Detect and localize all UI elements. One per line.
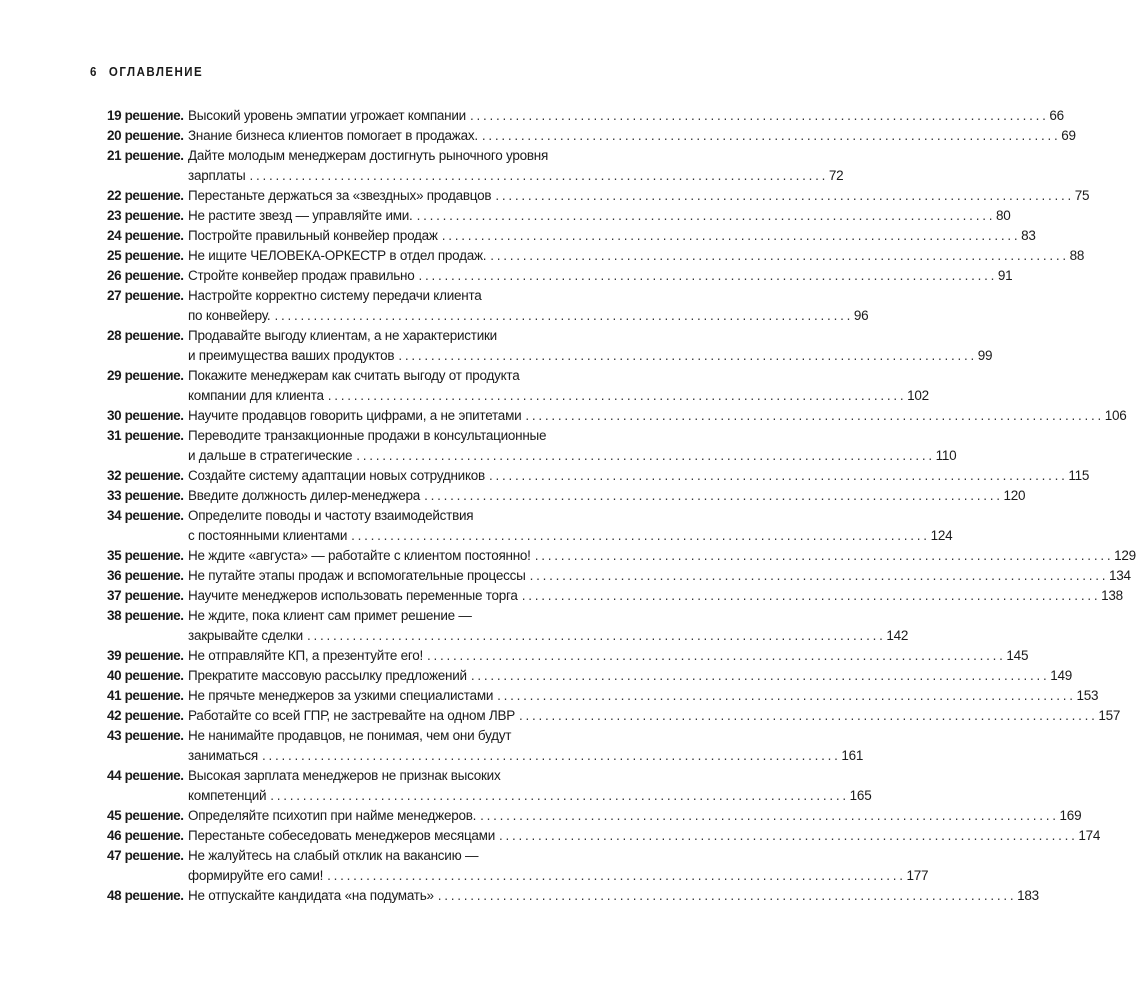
toc-entry-number: 31 решение.	[107, 428, 184, 443]
toc-entry[interactable]	[107, 186, 1090, 206]
toc-entry-title-line: Не путайте этапы продаж и вспомогательные процессы	[188, 568, 526, 583]
toc-entry-title	[188, 846, 928, 886]
dot-leader	[530, 566, 1105, 586]
dot-leader	[307, 626, 882, 646]
page-number: 6	[90, 65, 98, 79]
toc-entry-title-line: Дайте молодым менеджерам достигнуть рыночного уровня	[188, 148, 549, 163]
toc-entry-page: 129	[1114, 548, 1136, 563]
toc-entry[interactable]	[107, 246, 1085, 266]
toc-entry-number: 27 решение.	[107, 288, 184, 303]
toc-entry-title	[188, 366, 929, 406]
toc-entry-title	[188, 546, 1136, 566]
dot-leader	[262, 746, 837, 766]
toc-entry-page: 157	[1098, 708, 1121, 723]
toc-entry-page: 106	[1104, 408, 1127, 423]
toc-entry[interactable]	[107, 826, 1101, 846]
toc-entry-number: 25 решение.	[107, 248, 184, 263]
toc-entry-title	[188, 766, 871, 806]
dot-leader	[442, 226, 1017, 246]
dot-leader	[499, 826, 1074, 846]
toc-entry-page: 80	[995, 208, 1011, 223]
toc-entry-number: 21 решение.	[107, 148, 184, 163]
toc-entry-title-line: Работайте со всей ГПР, не застревайте на одном ЛВР	[188, 708, 515, 723]
toc-entry-title-line: Продавайте выгоду клиентам, а не характеристики	[188, 328, 497, 343]
toc-entry-title-line: Введите должность дилер-менеджера	[188, 488, 421, 503]
toc-entry-title	[188, 506, 952, 546]
toc-entry[interactable]	[107, 646, 1029, 666]
toc-entry[interactable]	[107, 706, 1121, 726]
toc-entry[interactable]	[107, 126, 1076, 146]
dot-leader	[470, 106, 1045, 126]
toc-entry-number: 41 решение.	[107, 688, 184, 703]
toc-entry-page: 102	[907, 388, 929, 403]
toc-entry-number: 39 решение.	[107, 648, 184, 663]
toc-entry-page: 96	[853, 308, 869, 323]
toc-entry-page: 183	[1017, 888, 1039, 903]
dot-leader	[270, 786, 845, 806]
toc-entry-page: 91	[997, 268, 1013, 283]
toc-entry-title-line: формируйте его сами!	[188, 868, 324, 883]
toc-entry-title-line: Создайте систему адаптации новых сотрудников	[188, 468, 485, 483]
toc-entry-title-line: Не отправляйте КП, а презентуйте его!	[188, 648, 424, 663]
toc-entry-number: 30 решение.	[107, 408, 184, 423]
toc-entry[interactable]	[107, 406, 1127, 426]
toc-entry-title	[188, 666, 1072, 686]
dot-leader	[417, 206, 992, 226]
toc-entry-title	[188, 586, 1123, 606]
toc-entry-page: 75	[1074, 188, 1090, 203]
toc-entry[interactable]	[107, 546, 1136, 566]
toc-entry-title-line: Научите менеджеров использовать переменные торга	[188, 588, 518, 603]
toc-entry-page: 145	[1006, 648, 1029, 663]
toc-entry-page: 161	[841, 748, 864, 763]
toc-entry-page: 142	[886, 628, 909, 643]
toc-entry-number: 20 решение.	[107, 128, 184, 143]
dot-leader	[250, 166, 825, 186]
dot-leader	[535, 546, 1110, 566]
toc-entry-page: 153	[1076, 688, 1099, 703]
toc-entry-title-line: Высокий уровень эмпатии угрожает компании	[188, 108, 466, 123]
dot-leader	[471, 666, 1046, 686]
toc-entry-title-line: Перестаньте держаться за «звездных» продавцов	[188, 188, 492, 203]
toc-entry[interactable]	[107, 666, 1073, 686]
dot-leader	[522, 586, 1097, 606]
toc-entry[interactable]	[107, 726, 864, 766]
toc-entry[interactable]	[107, 266, 1013, 286]
toc-entry-number: 32 решение.	[107, 468, 184, 483]
toc-entry-number: 36 решение.	[107, 568, 184, 583]
toc-entry-title-line: Не ждите, пока клиент сам примет решение —	[188, 608, 472, 623]
toc-entry-number: 48 решение.	[107, 888, 184, 903]
toc-entry-title-line: и дальше в стратегические	[188, 448, 353, 463]
toc-entry[interactable]	[107, 606, 909, 646]
toc-entry[interactable]	[107, 766, 872, 806]
toc-entry-title-line: Перестаньте собеседовать менеджеров месяцами	[188, 828, 496, 843]
toc-entry-title	[188, 406, 1127, 426]
toc-entry-title-line: закрывайте сделки	[188, 628, 303, 643]
toc-entry-page: 165	[849, 788, 872, 803]
toc-entry-page: 115	[1068, 468, 1090, 483]
dot-leader	[489, 466, 1064, 486]
dot-leader	[482, 126, 1057, 146]
dot-leader	[398, 346, 973, 366]
toc-entry[interactable]	[107, 806, 1082, 826]
toc-entry-title-line: зарплаты	[188, 168, 246, 183]
toc-entry-title	[188, 426, 956, 466]
dot-leader	[427, 646, 1002, 666]
toc-entry-title-line: Определите поводы и частоту взаимодействия	[188, 508, 474, 523]
toc-entry-title	[188, 286, 868, 326]
dot-leader	[495, 186, 1070, 206]
toc-entry-title	[188, 886, 1039, 906]
toc-entry[interactable]	[107, 886, 1039, 906]
table-of-contents	[107, 106, 1136, 906]
toc-entry-number: 42 решение.	[107, 708, 184, 723]
toc-entry-title-line: компании для клиента	[188, 388, 324, 403]
toc-entry-title-line: Покажите менеджерам как считать выгоду от продукта	[188, 368, 520, 383]
dot-leader	[438, 886, 1013, 906]
dot-leader	[519, 706, 1094, 726]
toc-entry-title-line: Не прячьте менеджеров за узкими специалистами	[188, 688, 494, 703]
toc-entry-title-line: заниматься	[188, 748, 258, 763]
toc-entry-title	[188, 706, 1120, 726]
toc-entry-number: 19 решение.	[107, 108, 184, 123]
toc-entry-number: 22 решение.	[107, 188, 184, 203]
toc-entry-title-line: Высокая зарплата менеджеров не признак высоких	[188, 768, 501, 783]
toc-entry-page: 66	[1049, 108, 1064, 123]
dot-leader	[328, 386, 903, 406]
toc-entry[interactable]	[107, 206, 1011, 226]
toc-entry[interactable]	[107, 426, 957, 466]
toc-entry-title	[188, 326, 992, 366]
toc-entry-title-line: Знание бизнеса клиентов помогает в продажах.	[188, 128, 478, 143]
toc-entry-title-line: Не ищите ЧЕЛОВЕКА-ОРКЕСТР в отдел продаж.	[188, 248, 487, 263]
toc-entry-title	[188, 486, 1025, 506]
toc-entry[interactable]	[107, 466, 1090, 486]
toc-entry[interactable]	[107, 846, 929, 886]
dot-leader	[327, 866, 902, 886]
toc-entry-page: 177	[906, 868, 929, 883]
toc-entry-number: 28 решение.	[107, 328, 184, 343]
toc-entry-title-line: Прекратите массовую рассылку предложений	[188, 668, 467, 683]
toc-entry[interactable]	[107, 586, 1123, 606]
toc-entry-page: 69	[1061, 128, 1076, 143]
toc-entry-title	[188, 686, 1098, 706]
toc-entry-title-line: Не нанимайте продавцов, не понимая, чем они будут	[188, 728, 512, 743]
toc-entry-page: 149	[1050, 668, 1073, 683]
toc-entry[interactable]	[107, 326, 993, 366]
toc-entry-title	[188, 126, 1076, 146]
toc-entry-page: 72	[828, 168, 844, 183]
toc-entry-number: 38 решение.	[107, 608, 184, 623]
toc-entry-title	[188, 806, 1081, 826]
toc-entry-title-line: Научите продавцов говорить цифрами, а не эпитетами	[188, 408, 522, 423]
toc-entry-title-line: Стройте конвейер продаж правильно	[188, 268, 415, 283]
toc-entry-title	[188, 466, 1089, 486]
toc-entry-number: 24 решение.	[107, 228, 184, 243]
dot-leader	[419, 266, 994, 286]
toc-entry-title	[188, 566, 1131, 586]
toc-entry-title	[188, 606, 908, 646]
toc-entry-title-line: Настройте корректно систему передачи клиента	[188, 288, 482, 303]
toc-entry-title	[188, 726, 863, 766]
toc-entry-number: 47 решение.	[107, 848, 184, 863]
toc-entry-page: 99	[977, 348, 993, 363]
toc-entry-number: 45 решение.	[107, 808, 184, 823]
toc-entry-title-line: Не жалуйтесь на слабый отклик на вакансию —	[188, 848, 479, 863]
toc-entry-title-line: Не растите звезд — управляйте ими.	[188, 208, 413, 223]
toc-entry-page: 110	[935, 448, 957, 463]
toc-entry-title	[188, 266, 1012, 286]
toc-entry-title-line: компетенций	[188, 788, 267, 803]
toc-entry-page: 174	[1078, 828, 1101, 843]
toc-entry-number: 44 решение.	[107, 768, 184, 783]
toc-entry-number: 35 решение.	[107, 548, 184, 563]
running-head	[90, 65, 203, 79]
dot-leader	[351, 526, 926, 546]
toc-entry[interactable]	[107, 506, 953, 546]
toc-entry-number: 33 решение.	[107, 488, 184, 503]
toc-entry-title-line: с постоянными клиентами	[188, 528, 348, 543]
dot-leader	[274, 306, 849, 326]
toc-entry-title-line: и преимущества ваших продуктов	[188, 348, 395, 363]
dot-leader	[490, 246, 1065, 266]
toc-entry-title	[188, 106, 1064, 126]
toc-entry-title-line: Не отпускайте кандидата «на подумать»	[188, 888, 434, 903]
toc-entry-number: 34 решение.	[107, 508, 184, 523]
toc-entry-title	[188, 206, 1010, 226]
toc-entry[interactable]	[107, 226, 1036, 246]
toc-entry-title-line: Постройте правильный конвейер продаж	[188, 228, 438, 243]
toc-entry-title	[188, 226, 1036, 246]
dot-leader	[497, 686, 1072, 706]
toc-entry-page: 120	[1003, 488, 1026, 503]
dot-leader	[480, 806, 1055, 826]
toc-entry[interactable]	[107, 566, 1131, 586]
toc-entry[interactable]	[107, 366, 929, 406]
toc-entry-page: 124	[930, 528, 953, 543]
section-title: ОГЛАВЛЕНИЕ	[108, 65, 204, 79]
dot-leader	[356, 446, 931, 466]
toc-entry-page: 138	[1101, 588, 1123, 603]
toc-entry-title	[188, 146, 843, 186]
toc-entry-number: 37 решение.	[107, 588, 184, 603]
toc-entry-title	[188, 246, 1084, 266]
toc-entry-page: 83	[1021, 228, 1036, 243]
toc-entry-page: 169	[1059, 808, 1082, 823]
toc-entry[interactable]	[107, 106, 1064, 126]
toc-entry-number: 46 решение.	[107, 828, 184, 843]
toc-entry-page: 88	[1069, 248, 1085, 263]
dot-leader	[525, 406, 1100, 426]
toc-entry[interactable]	[107, 286, 869, 326]
toc-entry-number: 43 решение.	[107, 728, 184, 743]
toc-entry-title	[188, 826, 1100, 846]
toc-entry-title-line: Не ждите «августа» — работайте с клиентом постоянно!	[188, 548, 531, 563]
toc-entry-number: 26 решение.	[107, 268, 184, 283]
toc-entry-title-line: по конвейеру.	[188, 308, 271, 323]
toc-entry-number: 23 решение.	[107, 208, 184, 223]
toc-entry-title-line: Переводите транзакционные продажи в консультационные	[188, 428, 547, 443]
toc-entry[interactable]	[107, 686, 1099, 706]
toc-entry-title-line: Определяйте психотип при найме менеджеров.	[188, 808, 477, 823]
toc-entry-title	[188, 186, 1089, 206]
toc-entry[interactable]	[107, 486, 1026, 506]
toc-entry-number: 29 решение.	[107, 368, 184, 383]
toc-entry[interactable]	[107, 146, 844, 186]
dot-leader	[424, 486, 999, 506]
toc-entry-number: 40 решение.	[107, 668, 184, 683]
toc-entry-title	[188, 646, 1028, 666]
toc-entry-page: 134	[1108, 568, 1131, 583]
